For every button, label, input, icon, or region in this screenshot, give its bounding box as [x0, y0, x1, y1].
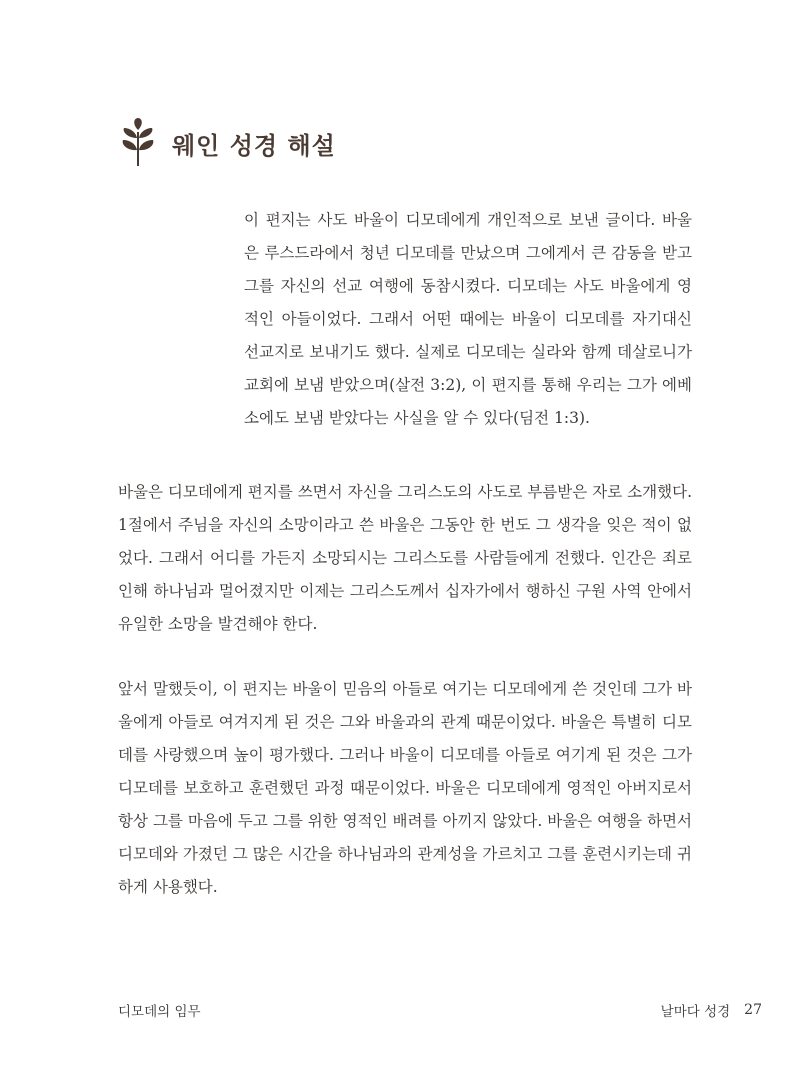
page-footer	[118, 1000, 762, 1020]
section-header	[118, 118, 336, 168]
paragraph-text: 바울은 디모데에게 편지를 쓰면서 자신을 그리스도의 사도로 부름받은 자로 소개했다. 1절에서 주님을 자신의 소망이라고 쓴 바울은 그동안 한 번도 그 생각을 잊은 적이 없었다. 그래서 어디를 가든지 소망되시는 그리스도를 사람들에게 전했다. 인간은 죄로 인해 하나님과 멀어졌지만 이제는 그리스도께서 십자가에서 행하신 구원 사역 안에서 유일한 소망을 발견해야 한다.	[118, 483, 692, 633]
footer-chapter-title: 디모데의 임무	[118, 1004, 201, 1020]
body-paragraph-1	[118, 476, 692, 641]
section-title: 웨인 성경 해설	[172, 131, 336, 160]
intro-paragraph	[244, 204, 692, 435]
leaf-branch-icon	[118, 118, 158, 168]
page-number: 27	[744, 1002, 762, 1018]
intro-text: 이 편지는 사도 바울이 디모데에게 개인적으로 보낸 글이다. 바울은 루스드라에서 청년 디모데를 만났으며 그에게서 큰 감동을 받고 그를 자신의 선교 여행에 동참시켰다. 디모데는 사도 바울에게 영적인 아들이었다. 그래서 어떤 때에는 바울이 디모데를 자기대신 선교지로 보내기도 했다. 실제로 디모데는 실라와 함께 데살로니가 교회에 보냄 받았으며(살전 3:2), 이 편지를 통해 우리는 그가 에베소에도 보냄 받았다는 사실을 알 수 있다(딤전 1:3).	[244, 211, 692, 427]
footer-series-title: 날마다 성경	[660, 1004, 731, 1020]
paragraph-text: 앞서 말했듯이, 이 편지는 바울이 믿음의 아들로 여기는 디모데에게 쓴 것인데 그가 바울에게 아들로 여겨지게 된 것은 그와 바울과의 관계 때문이었다. 바울은 특별히 디모데를 사랑했으며 높이 평가했다. 그러나 바울이 디모데를 아들로 여기게 된 것은 그가 디모데를 보호하고 훈련했던 과정 때문이었다. 바울은 디모데에게 영적인 아버지로서 항상 그를 마음에 두고 그를 위한 영적인 배려를 아끼지 않았다. 바울은 여행을 하면서 디모데와 가졌던 그 많은 시간을 하나님과의 관계성을 가르치고 그를 훈련시키는데 귀하게 사용했다.	[118, 680, 692, 896]
footer-right	[661, 1000, 762, 1020]
body-paragraph-2	[118, 673, 692, 904]
